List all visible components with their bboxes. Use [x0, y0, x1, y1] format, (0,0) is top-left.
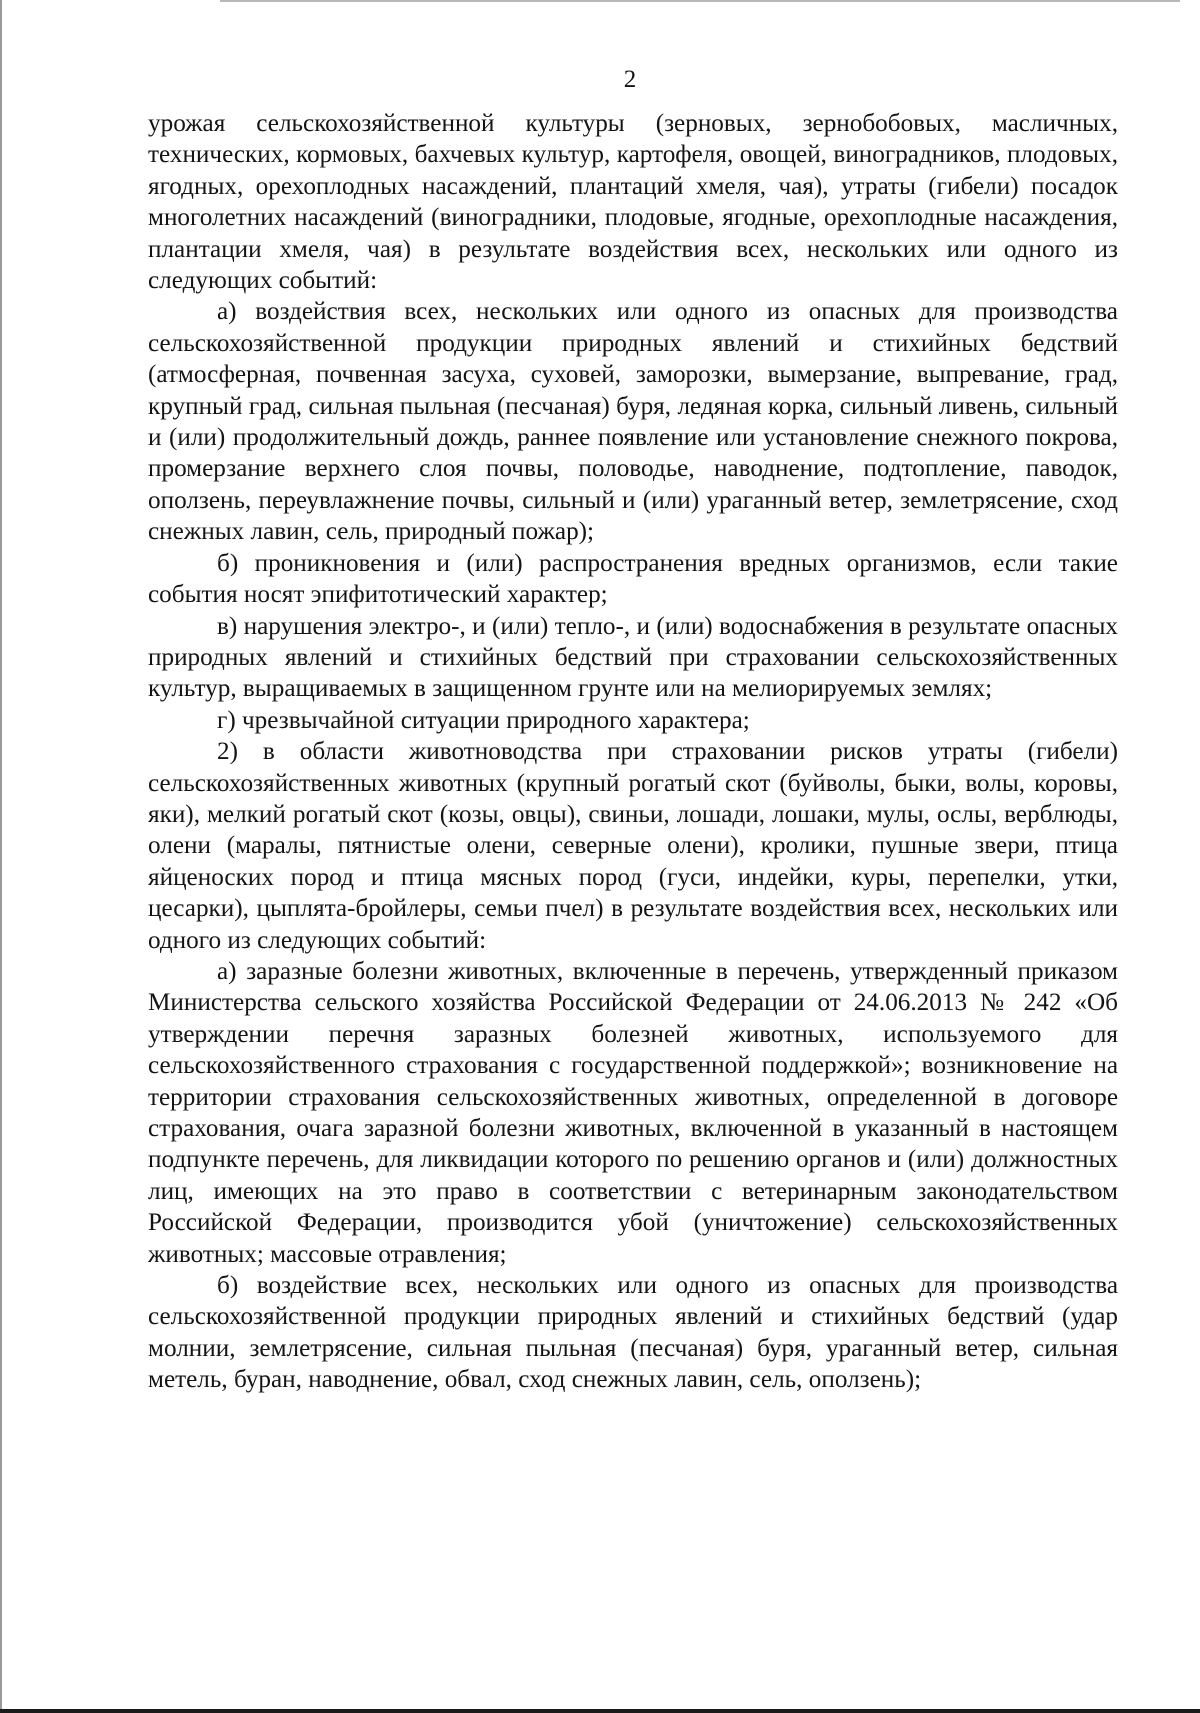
paragraph-item-a-crops: а) воздействия всех, нескольких или одного из опасных для производства сельскохозяйственной продукции природных явлений и стихийных бедствий (атмосферная, почвенная засуха, суховей, заморозки, вымерзание, выпревание, град, крупный град, сильная пыльная (песчаная) буря, ледяная корка, сильный ливень, сильный и (или) продолжительный дождь, раннее появление или установление снежного покрова, промерзание верхнего слоя почвы, половодье, наводнение, подтопление, паводок, оползень, переувлажнение почвы, сильный и (или) ураганный ветер, землетрясение, сход снежных лавин, сель, природный пожар); — [148, 298, 1118, 546]
paragraph-item-g-emergency: г) чрезвычайной ситуации природного характера; — [217, 706, 750, 734]
paragraph-item-b-pests: б) проникновения и (или) распространения вредных организмов, если такие события носят эпифитотический характер; — [148, 549, 1118, 609]
scan-edge-top — [220, 0, 1180, 2]
scan-edge-left — [0, 0, 2, 1713]
page-number: 2 — [623, 66, 637, 93]
paragraph-continuation: урожая сельскохозяйственной культуры (зерновых, зернобобовых, масличных, технических, кормовых, бахчевых культур, картофеля, овощей, виноградников, плодовых, ягодных, орехоплодных насаждений, плантаций хмеля, чая), утраты (гибели) посадок многолетних насаждений (виноградники, плодовые, ягодные, орехоплодные насаждения, плантации хмеля, чая) в результате воздействия всех, нескольких или одного из следующих событий: — [148, 110, 1118, 295]
paragraph-item-v-utilities: в) нарушения электро-, и (или) тепло-, и (или) водоснабжения в результате опасных природных явлений и стихийных бедствий при страховании сельскохозяйственных культур, выращиваемых в защищенном грунте или на мелиорируемых землях; — [148, 612, 1118, 703]
paragraph-item-2-livestock: 2) в области животноводства при страховании рисков утраты (гибели) сельскохозяйственных животных (крупный рогатый скот (буйволы, быки, волы, коровы, яки), мелкий рогатый скот (козы, овцы), свиньи, лошади, лошаки, мулы, ослы, верблюды, олени (маралы, пятнистые олени, северные олени), кролики, пушные звери, птица яйценоских пород и птица мясных пород (гуси, индейки, куры, перепелки, утки, цесарки), цыплята-бройлеры, семьи пчел) в результате воздействия всех, нескольких или одного из следующих событий: — [148, 738, 1118, 954]
paragraph-item-b-natural-hazards: б) воздействие всех, нескольких или одного из опасных для производства сельскохозяйственной продукции природных явлений и стихийных бедствий (удар молнии, землетрясение, сильная пыльная (песчаная) буря, ураганный ветер, сильная метель, буран, наводнение, обвал, сход снежных лавин, сель, оползень); — [148, 1272, 1118, 1394]
paragraph-item-a-diseases: а) заразные болезни животных, включенные в перечень, утвержденный приказом Министерства сельского хозяйства Российской Федерации от 24.06.2013 № 242 «Об утверждении перечня заразных болезней животных, используемого для сельскохозяйственного страхования с государственной поддержкой»; возникновение на территории страхования сельскохозяйственных животных, определенной в договоре страхования, очага заразной болезни животных, включенной в указанный в настоящем подпункте перечень, для ликвидации которого по решению органов и (или) должностных лиц, имеющих на это право в соответствии с ветеринарным законодательством Российской Федерации, производится убой (уничтожение) сельскохозяйственных животных; массовые отравления; — [148, 957, 1118, 1268]
document-body — [148, 108, 1118, 1396]
scan-edge-bottom — [0, 1709, 1200, 1713]
